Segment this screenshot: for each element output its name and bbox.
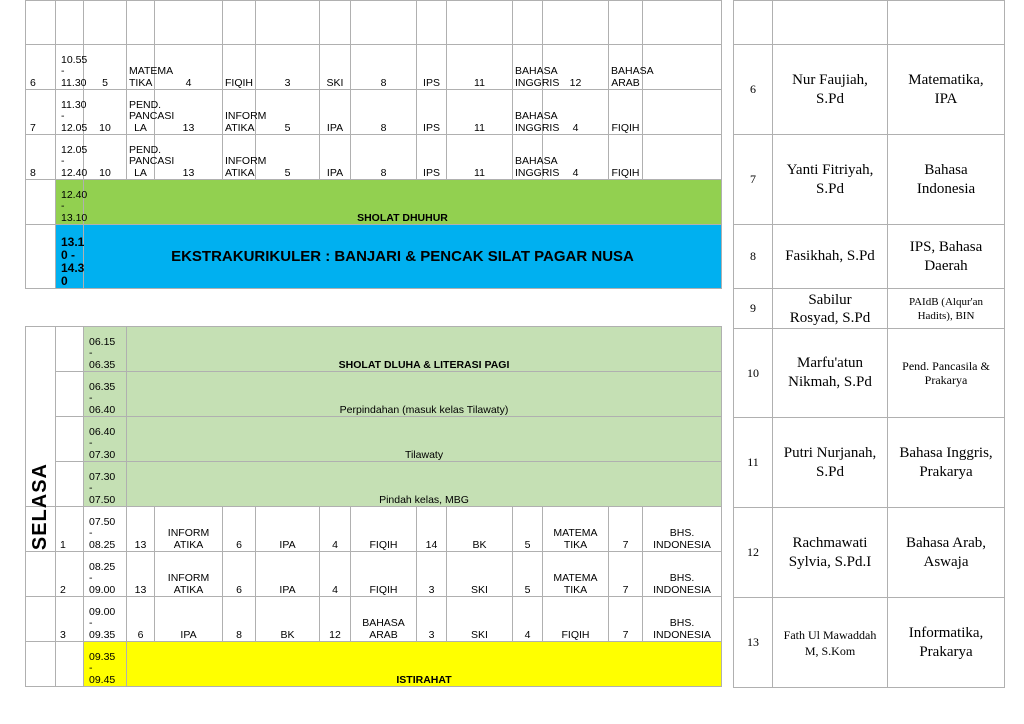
subject: IPA <box>320 135 351 180</box>
table-row <box>26 597 722 642</box>
activity-banner: Pindah kelas, MBG <box>127 462 722 507</box>
subject: BK <box>256 597 320 642</box>
day-label-selasa: SELASA <box>28 463 51 551</box>
subject: FIQIH <box>543 597 609 642</box>
subject: INFORM ATIKA <box>155 507 223 552</box>
teacher-row <box>734 45 1005 135</box>
teacher-code: 11 <box>447 135 513 180</box>
teacher-code: 13 <box>127 552 155 597</box>
teacher-name: Sabilur Rosyad, S.Pd <box>773 289 888 329</box>
time-slot: 06.15 - 06.35 <box>84 327 127 372</box>
teacher-code: 10 <box>84 90 127 135</box>
time-slot: 06.35 - 06.40 <box>84 372 127 417</box>
subject: SKI <box>447 552 513 597</box>
teacher-subject: Matematika, IPA <box>888 45 1005 135</box>
teacher-subject: Bahasa Indonesia <box>888 135 1005 225</box>
time-slot: 07.30 - 07.50 <box>84 462 127 507</box>
schedule-table-tuesday <box>25 326 722 507</box>
teacher-code: 3 <box>417 552 447 597</box>
teacher-row <box>734 598 1005 688</box>
teacher-code: 8 <box>351 90 417 135</box>
teacher-code: 12 <box>320 597 351 642</box>
time-slot: 09.00 - 09.35 <box>84 597 127 642</box>
subject: BHS. INDONESIA <box>643 597 722 642</box>
teacher-code: 5 <box>256 90 320 135</box>
teacher-name: Fath Ul Mawaddah M, S.Kom <box>773 598 888 688</box>
table-row <box>26 45 722 90</box>
istirahat-banner: ISTIRAHAT <box>127 642 722 687</box>
subject: PEND. PANCASI LA <box>127 135 155 180</box>
subject: INFORM ATIKA <box>155 552 223 597</box>
subject: BAHASA INGGRIS <box>513 90 543 135</box>
teacher-code: 5 <box>84 45 127 90</box>
teacher-name: Fasikhah, S.Pd <box>773 225 888 289</box>
table-row <box>26 135 722 180</box>
teacher-row <box>734 329 1005 418</box>
teacher-code: 4 <box>155 45 223 90</box>
subject: MATEMA TIKA <box>127 45 155 90</box>
subject: FIQIH <box>223 45 256 90</box>
table-row <box>26 417 722 462</box>
teacher-code: 7 <box>609 552 643 597</box>
activity-banner: Perpindahan (masuk kelas Tilawaty) <box>127 372 722 417</box>
row-number: 3 <box>56 597 84 642</box>
teacher-code: 10 <box>84 135 127 180</box>
subject: BAHASA INGGRIS <box>513 135 543 180</box>
teacher-code: 3 <box>256 45 320 90</box>
teacher-row <box>734 418 1005 508</box>
table-row <box>26 90 722 135</box>
teacher-subject: Pend. Pancasila & Prakarya <box>888 329 1005 418</box>
teacher-code: 13 <box>155 135 223 180</box>
subject: IPA <box>256 552 320 597</box>
teacher-name: Yanti Fitriyah, S.Pd <box>773 135 888 225</box>
teacher-code: 8 <box>351 45 417 90</box>
teacher-name: Nur Faujiah, S.Pd <box>773 45 888 135</box>
time-slot: 10.55 - 11.30 <box>56 45 84 90</box>
teacher-subject: Bahasa Arab, Aswaja <box>888 508 1005 598</box>
subject: IPS <box>417 90 447 135</box>
table-row <box>734 1 1005 45</box>
subject: BK <box>447 507 513 552</box>
teacher-code: 4 <box>320 507 351 552</box>
subject: INFORM ATIKA <box>223 90 256 135</box>
time-slot: 11.30 - 12.05 <box>56 90 84 135</box>
row-number: 6 <box>26 45 56 90</box>
table-row <box>26 327 722 372</box>
teacher-row <box>734 135 1005 225</box>
time-slot: 08.25 - 09.00 <box>84 552 127 597</box>
row-number: 7 <box>26 90 56 135</box>
teacher-number: 13 <box>734 598 773 688</box>
teacher-code: 7 <box>609 597 643 642</box>
subject: BHS. INDONESIA <box>643 552 722 597</box>
teacher-list-table <box>733 0 1005 688</box>
teacher-subject: PAIdB (Alqur'an Hadits), BIN <box>888 289 1005 329</box>
teacher-code: 5 <box>513 552 543 597</box>
table-row <box>26 642 722 687</box>
subject: IPA <box>256 507 320 552</box>
dhuhur-banner: SHOLAT DHUHUR <box>84 180 722 225</box>
teacher-subject: IPS, Bahasa Daerah <box>888 225 1005 289</box>
teacher-code: 11 <box>447 90 513 135</box>
teacher-code: 3 <box>417 597 447 642</box>
time-slot: 13.1 0 - 14.3 0 <box>56 225 84 289</box>
subject: IPA <box>320 90 351 135</box>
teacher-number: 7 <box>734 135 773 225</box>
table-row <box>26 225 722 289</box>
activity-banner: SHOLAT DLUHA & LITERASI PAGI <box>127 327 722 372</box>
row-number: 1 <box>56 507 84 552</box>
subject: SKI <box>320 45 351 90</box>
ekstrakurikuler-banner: EKSTRAKURIKULER : BANJARI & PENCAK SILAT PAGAR NUSA <box>84 225 722 289</box>
teacher-code: 14 <box>417 507 447 552</box>
table-row <box>26 372 722 417</box>
table-row <box>26 1 722 45</box>
teacher-code: 6 <box>223 552 256 597</box>
table-row <box>26 507 722 552</box>
teacher-row <box>734 289 1005 329</box>
subject: FIQIH <box>351 552 417 597</box>
teacher-subject: Bahasa Inggris, Prakarya <box>888 418 1005 508</box>
subject: MATEMA TIKA <box>543 507 609 552</box>
schedule-table-tuesday-lessons <box>25 506 722 687</box>
subject: BAHASA ARAB <box>351 597 417 642</box>
time-slot: 12.05 - 12.40 <box>56 135 84 180</box>
subject: FIQIH <box>351 507 417 552</box>
time-slot: 12.40 - 13.10 <box>56 180 84 225</box>
teacher-code: 6 <box>127 597 155 642</box>
teacher-code: 5 <box>256 135 320 180</box>
subject: FIQIH <box>609 135 643 180</box>
row-number: 2 <box>56 552 84 597</box>
table-row <box>26 462 722 507</box>
table-row <box>26 180 722 225</box>
table-row <box>26 552 722 597</box>
subject: IPS <box>417 45 447 90</box>
teacher-code: 4 <box>543 135 609 180</box>
subject: INFORM ATIKA <box>223 135 256 180</box>
teacher-code: 5 <box>513 507 543 552</box>
teacher-code: 8 <box>351 135 417 180</box>
teacher-row <box>734 508 1005 598</box>
teacher-code: 4 <box>513 597 543 642</box>
teacher-code: 7 <box>609 507 643 552</box>
teacher-number: 6 <box>734 45 773 135</box>
subject: BAHASA INGGRIS <box>513 45 543 90</box>
schedule-table-monday <box>25 0 722 289</box>
subject: IPS <box>417 135 447 180</box>
teacher-number: 9 <box>734 289 773 329</box>
teacher-code: 12 <box>543 45 609 90</box>
subject: PEND. PANCASI LA <box>127 90 155 135</box>
row-number: 8 <box>26 135 56 180</box>
subject: FIQIH <box>609 90 643 135</box>
teacher-code: 4 <box>320 552 351 597</box>
teacher-code: 11 <box>447 45 513 90</box>
teacher-name: Putri Nurjanah, S.Pd <box>773 418 888 508</box>
teacher-code: 6 <box>223 507 256 552</box>
activity-banner: Tilawaty <box>127 417 722 462</box>
time-slot: 06.40 - 07.30 <box>84 417 127 462</box>
teacher-number: 11 <box>734 418 773 508</box>
teacher-code: 13 <box>127 507 155 552</box>
time-slot: 09.35 - 09.45 <box>84 642 127 687</box>
teacher-subject: Informatika, Prakarya <box>888 598 1005 688</box>
teacher-row <box>734 225 1005 289</box>
subject: IPA <box>155 597 223 642</box>
time-slot: 07.50 - 08.25 <box>84 507 127 552</box>
teacher-code: 4 <box>543 90 609 135</box>
subject: MATEMA TIKA <box>543 552 609 597</box>
teacher-code: 13 <box>155 90 223 135</box>
subject: BHS. INDONESIA <box>643 507 722 552</box>
teacher-code: 8 <box>223 597 256 642</box>
teacher-name: Marfu'atun Nikmah, S.Pd <box>773 329 888 418</box>
teacher-name: Rachmawati Sylvia, S.Pd.I <box>773 508 888 598</box>
subject: SKI <box>447 597 513 642</box>
subject: BAHASA ARAB <box>609 45 643 90</box>
teacher-number: 8 <box>734 225 773 289</box>
teacher-number: 10 <box>734 329 773 418</box>
teacher-number: 12 <box>734 508 773 598</box>
